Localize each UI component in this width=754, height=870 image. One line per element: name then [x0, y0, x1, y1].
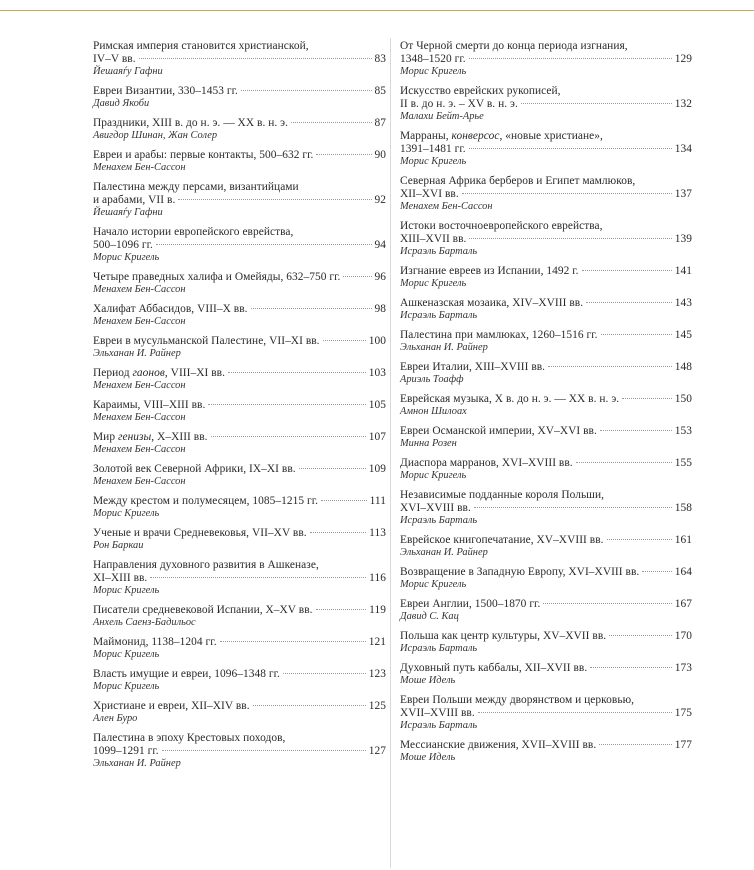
- toc-title-line: [93, 399, 386, 412]
- toc-entry[interactable]: [400, 130, 692, 168]
- toc-entry[interactable]: [400, 457, 692, 482]
- dot-leader: [607, 539, 672, 540]
- toc-author: Морис Кригель: [400, 579, 467, 590]
- toc-author: Моше Идель: [400, 752, 456, 763]
- toc-author: Морис Кригель: [93, 681, 160, 692]
- toc-entry[interactable]: [400, 329, 692, 354]
- toc-entry[interactable]: [93, 668, 386, 693]
- toc-title-line: [400, 662, 692, 675]
- toc-author: Давид С. Кац: [400, 611, 459, 622]
- toc-title-text: Евреи и арабы: первые контакты, 500–632 гг.: [93, 149, 314, 161]
- toc-title-text: Евреи Польши между дворянством и церковью,: [400, 694, 635, 706]
- page-number: 175: [674, 707, 692, 719]
- dot-leader: [469, 238, 671, 239]
- toc-author: Менахем Бен-Сассон: [400, 201, 493, 212]
- toc-author: Морис Кригель: [93, 252, 160, 263]
- top-rule: [0, 0, 754, 11]
- page-number: 87: [374, 117, 386, 129]
- toc-title-text: Искусство еврейских рукописей,: [400, 85, 561, 97]
- page-number: 83: [374, 53, 386, 65]
- toc-entry[interactable]: [93, 463, 386, 488]
- toc-entry[interactable]: [400, 220, 692, 258]
- toc-title-line: [93, 559, 386, 572]
- toc-title-line: [93, 732, 386, 745]
- page-number: 164: [674, 566, 692, 578]
- page-number: 139: [674, 233, 692, 245]
- page-number: 119: [369, 604, 386, 616]
- toc-author: Морис Кригель: [400, 470, 467, 481]
- toc-title-text: IV–V вв.: [93, 53, 136, 65]
- toc-title-text: Духовный путь каббалы, XII–XVII вв.: [400, 662, 588, 674]
- toc-title-line: [400, 630, 692, 643]
- toc-entry[interactable]: [400, 425, 692, 450]
- toc-column-left: [93, 40, 386, 777]
- toc-title-line: [93, 463, 386, 476]
- toc-title-line: [93, 495, 386, 508]
- toc-title-text: Независимые подданные короля Польши,: [400, 489, 605, 501]
- page-number: 150: [674, 393, 692, 405]
- toc-title-text: XVI–XVIII вв.: [400, 502, 471, 514]
- toc-title-line: [400, 534, 692, 547]
- toc-entry[interactable]: [400, 694, 692, 732]
- toc-title-line: [93, 668, 386, 681]
- toc-entry[interactable]: [93, 431, 386, 456]
- toc-entry[interactable]: [400, 662, 692, 687]
- toc-title-text: 1099–1291 гг.: [93, 745, 159, 757]
- toc-author: Морис Кригель: [400, 156, 467, 167]
- toc-title-text: Халифат Аббасидов, VIII–X вв.: [93, 303, 248, 315]
- toc-title-line: [93, 149, 386, 162]
- dot-leader: [576, 462, 672, 463]
- page-number: 167: [674, 598, 692, 610]
- toc-title-line: [400, 361, 692, 374]
- toc-entry[interactable]: [93, 367, 386, 392]
- toc-title-text: Палестина при мамлюках, 1260–1516 гг.: [400, 329, 598, 341]
- toc-author: Менахем Бен-Сассон: [93, 380, 186, 391]
- toc-author: Минна Розен: [400, 438, 457, 449]
- page-number: 170: [674, 630, 692, 642]
- toc-title-line: [400, 329, 692, 342]
- dot-leader: [299, 468, 366, 469]
- toc-author: Менахем Бен-Сассон: [93, 316, 186, 327]
- toc-title-text: Мир генизы, X–XIII вв.: [93, 431, 208, 443]
- toc-title-text: Изгнание евреев из Испании, 1492 г.: [400, 265, 579, 277]
- toc-author: Исраэль Барталь: [400, 246, 478, 257]
- page-number: 100: [368, 335, 386, 347]
- toc-title-text: Римская империя становится христианской,: [93, 40, 309, 52]
- dot-leader: [208, 404, 365, 405]
- dot-leader: [642, 571, 671, 572]
- toc-title-text: Период гаонов, VIII–XI вв.: [93, 367, 225, 379]
- toc-title-text: Палестина в эпоху Крестовых походов,: [93, 732, 286, 744]
- dot-leader: [241, 90, 372, 91]
- toc-title-line: [400, 707, 692, 720]
- toc-entry[interactable]: [93, 149, 386, 174]
- dot-leader: [211, 436, 366, 437]
- dot-leader: [586, 302, 672, 303]
- dot-leader: [220, 641, 366, 642]
- dot-leader: [609, 635, 672, 636]
- toc-title-line: [400, 85, 692, 98]
- dot-leader: [590, 667, 672, 668]
- italic-term: конверсос: [451, 130, 500, 142]
- dot-leader: [316, 609, 367, 610]
- toc-entry[interactable]: [93, 559, 386, 597]
- toc-entry[interactable]: [400, 297, 692, 322]
- toc-title-line: [400, 40, 692, 53]
- page-number: 85: [374, 85, 386, 97]
- toc-title-line: [93, 226, 386, 239]
- page-number: 173: [674, 662, 692, 674]
- dot-leader: [283, 673, 366, 674]
- toc-title-line: [400, 53, 692, 66]
- toc-title-line: [400, 265, 692, 278]
- toc-author: Морис Кригель: [400, 278, 467, 289]
- toc-title-text: Еврейская музыка, X в. до н. э. — XX в. н. э.: [400, 393, 620, 405]
- toc-entry[interactable]: [93, 271, 386, 296]
- page-number: 109: [368, 463, 386, 475]
- dot-leader: [321, 500, 367, 501]
- toc-entry[interactable]: [93, 226, 386, 264]
- toc-title-text: Евреи Византии, 330–1453 гг.: [93, 85, 238, 97]
- toc-title-text: Мессианские движения, XVII–XVIII вв.: [400, 739, 597, 751]
- toc-title-text: XII–XVI вв.: [400, 188, 459, 200]
- toc-title-line: [400, 425, 692, 438]
- toc-title-line: [400, 489, 692, 502]
- page-number: 127: [368, 745, 386, 757]
- toc-title-text: Начало истории европейского еврейства,: [93, 226, 294, 238]
- toc-author: Менахем Бен-Сассон: [93, 412, 186, 423]
- toc-title-text: Евреи Италии, XIII–XVIII вв.: [400, 361, 546, 373]
- toc-title-text: Христиане и евреи, XII–XIV вв.: [93, 700, 250, 712]
- toc-author: Малахи Бейт-Арье: [400, 111, 484, 122]
- page-number: 177: [674, 739, 692, 751]
- toc-title-line: [400, 457, 692, 470]
- toc-title-text: Северная Африка берберов и Египет мамлюков,: [400, 175, 636, 187]
- toc-entry[interactable]: [93, 117, 386, 142]
- dot-leader: [343, 276, 371, 277]
- toc-title-line: [400, 188, 692, 201]
- toc-author: Анхель Саенз-Бадильос: [93, 617, 196, 628]
- page-number: 105: [368, 399, 386, 411]
- toc-title-text: Возвращение в Западную Европу, XVI–XVIII вв.: [400, 566, 640, 578]
- toc-title-text: Еврейское книгопечатание, XV–XVIII вв.: [400, 534, 604, 546]
- toc-title-text: Палестина между персами, византийцами: [93, 181, 299, 193]
- toc-title-line: [93, 53, 386, 66]
- toc-author: Эльханан И. Райнер: [93, 758, 181, 769]
- toc-title-line: [400, 297, 692, 310]
- page-number: 121: [368, 636, 386, 648]
- toc-title-text: II в. до н. э. – XV в. н. э.: [400, 98, 518, 110]
- toc-title-line: [400, 98, 692, 111]
- toc-entry[interactable]: [93, 636, 386, 661]
- page-number: 129: [674, 53, 692, 65]
- toc-author: Менахем Бен-Сассон: [93, 444, 186, 455]
- toc-author: Эльханан И. Райнер: [93, 348, 181, 359]
- toc-author: Моше Идель: [400, 675, 456, 686]
- dot-leader: [178, 199, 371, 200]
- toc-entry[interactable]: [93, 40, 386, 78]
- toc-column-right: [400, 40, 692, 771]
- page-number: 158: [674, 502, 692, 514]
- toc-title-text: Маймонид, 1138–1204 гг.: [93, 636, 217, 648]
- dot-leader: [601, 334, 672, 335]
- toc-entry[interactable]: [400, 566, 692, 591]
- toc-author: Давид Якоби: [93, 98, 150, 109]
- toc-title-line: [93, 85, 386, 98]
- toc-title-line: [93, 636, 386, 649]
- page-number: 90: [374, 149, 386, 161]
- page-number: 125: [368, 700, 386, 712]
- dot-leader: [156, 244, 372, 245]
- toc-title-line: [400, 233, 692, 246]
- page-number: 153: [674, 425, 692, 437]
- dot-leader: [462, 193, 672, 194]
- page-number: 132: [674, 98, 692, 110]
- toc-entry[interactable]: [400, 598, 692, 623]
- toc-title-text: Между крестом и полумесяцем, 1085–1215 гг.: [93, 495, 319, 507]
- toc-entry[interactable]: [400, 175, 692, 213]
- page-number: 92: [374, 194, 386, 206]
- toc-title-text: Власть имущие и евреи, 1096–1348 гг.: [93, 668, 280, 680]
- toc-author: Ариэль Тоафф: [400, 374, 464, 385]
- toc-title-line: [93, 335, 386, 348]
- toc-title-line: [400, 130, 692, 143]
- toc-title-line: [93, 367, 386, 380]
- toc-title-line: [400, 220, 692, 233]
- toc-title-line: [400, 143, 692, 156]
- toc-title-text: От Черной смерти до конца периода изгнания,: [400, 40, 628, 52]
- toc-author: Ален Буро: [93, 713, 138, 724]
- toc-title-line: [93, 239, 386, 252]
- toc-author: Исраэль Барталь: [400, 310, 478, 321]
- dot-leader: [469, 58, 672, 59]
- dot-leader: [582, 270, 672, 271]
- dot-leader: [139, 58, 372, 59]
- dot-leader: [478, 712, 672, 713]
- toc-title-line: [93, 572, 386, 585]
- dot-leader: [323, 340, 366, 341]
- toc-title-text: XI–XIII вв.: [93, 572, 148, 584]
- dot-leader: [469, 148, 672, 149]
- toc-author: Амнон Шилоах: [400, 406, 467, 417]
- toc-author: Авигдор Шинан, Жан Солер: [93, 130, 218, 141]
- dot-leader: [251, 308, 372, 309]
- toc-title-text: Евреи Англии, 1500–1870 гг.: [400, 598, 541, 610]
- page-number: 161: [674, 534, 692, 546]
- page-number: 96: [374, 271, 386, 283]
- toc-title-line: [400, 566, 692, 579]
- page-number: 148: [674, 361, 692, 373]
- toc-title-text: и арабами, VII в.: [93, 194, 176, 206]
- dot-leader: [291, 122, 371, 123]
- page-number: 123: [368, 668, 386, 680]
- page-number: 103: [368, 367, 386, 379]
- page-number: 137: [674, 188, 692, 200]
- toc-entry[interactable]: [400, 265, 692, 290]
- toc-title-line: [400, 739, 692, 752]
- dot-leader: [521, 103, 672, 104]
- toc-title-text: 500–1096 гг.: [93, 239, 153, 251]
- toc-title-line: [400, 393, 692, 406]
- toc-entry[interactable]: [93, 732, 386, 770]
- toc-title-line: [93, 181, 386, 194]
- toc-entry[interactable]: [93, 181, 386, 219]
- toc-title-line: [93, 303, 386, 316]
- page-number: 94: [374, 239, 386, 251]
- toc-entry[interactable]: [400, 489, 692, 527]
- dot-leader: [162, 750, 366, 751]
- toc-title-text: Польша как центр культуры, XV–XVII вв.: [400, 630, 607, 642]
- page-number: 134: [674, 143, 692, 155]
- toc-author: Исраэль Барталь: [400, 643, 478, 654]
- toc-title-line: [400, 175, 692, 188]
- dot-leader: [622, 398, 672, 399]
- toc-author: Менахем Бен-Сассон: [93, 476, 186, 487]
- dot-leader: [543, 603, 671, 604]
- page-number: 98: [374, 303, 386, 315]
- toc-title-text: 1391–1481 гг.: [400, 143, 466, 155]
- page-number: 141: [674, 265, 692, 277]
- toc-title-line: [93, 40, 386, 53]
- toc-title-text: Писатели средневековой Испании, X–XV вв.: [93, 604, 313, 616]
- page-number: 116: [369, 572, 386, 584]
- dot-leader: [474, 507, 672, 508]
- toc-author: Морис Кригель: [93, 508, 160, 519]
- dot-leader: [228, 372, 366, 373]
- page-number: 143: [674, 297, 692, 309]
- toc-author: Рон Баркаи: [93, 540, 144, 551]
- toc-author: Морис Кригель: [93, 649, 160, 660]
- page-number: 111: [369, 495, 386, 507]
- page-number: 113: [369, 527, 386, 539]
- page-number: 145: [674, 329, 692, 341]
- toc-entry[interactable]: [400, 739, 692, 764]
- toc-title-line: [93, 745, 386, 758]
- dot-leader: [310, 532, 367, 533]
- dot-leader: [150, 577, 366, 578]
- toc-title-line: [93, 700, 386, 713]
- toc-title-text: Евреи в мусульманской Палестине, VII–XI вв.: [93, 335, 320, 347]
- toc-author: Йешаяѓу Гафни: [93, 66, 163, 77]
- toc-entry[interactable]: [400, 534, 692, 559]
- toc-author: Эльханан И. Райнер: [400, 547, 488, 558]
- toc-title-line: [93, 527, 386, 540]
- toc-title-text: XIII–XVII вв.: [400, 233, 467, 245]
- toc-title-text: Направления духовного развития в Ашкеназе,: [93, 559, 319, 571]
- toc-entry[interactable]: [93, 495, 386, 520]
- dot-leader: [316, 154, 371, 155]
- italic-term: гаонов: [132, 367, 165, 379]
- toc-entry[interactable]: [93, 85, 386, 110]
- toc-title-text: XVII–XVIII вв.: [400, 707, 475, 719]
- toc-entry[interactable]: [93, 335, 386, 360]
- toc-title-line: [93, 117, 386, 130]
- dot-leader: [253, 705, 366, 706]
- dot-leader: [599, 744, 671, 745]
- page-number: 155: [674, 457, 692, 469]
- toc-entry[interactable]: [400, 85, 692, 123]
- dot-leader: [548, 366, 672, 367]
- toc-title-text: Евреи Османской империи, XV–XVI вв.: [400, 425, 597, 437]
- toc-entry[interactable]: [93, 700, 386, 725]
- toc-author: Эльханан И. Райнер: [400, 342, 488, 353]
- toc-title-line: [93, 604, 386, 617]
- toc-author: Менахем Бен-Сассон: [93, 284, 186, 295]
- toc-title-text: Четыре праведных халифа и Омейяды, 632–750 гг.: [93, 271, 341, 283]
- toc-author: Исраэль Барталь: [400, 720, 478, 731]
- italic-term: генизы: [117, 431, 152, 443]
- toc-title-line: [400, 502, 692, 515]
- toc-title-text: Истоки восточноевропейского еврейства,: [400, 220, 603, 232]
- toc-title-text: Диаспора марранов, XVI–XVIII вв.: [400, 457, 573, 469]
- toc-title-text: Ашкеназская мозаика, XIV–XVIII вв.: [400, 297, 584, 309]
- column-divider: [390, 38, 391, 868]
- toc-title-line: [93, 271, 386, 284]
- toc-author: Морис Кригель: [400, 66, 467, 77]
- toc-title-line: [400, 694, 692, 707]
- toc-author: Менахем Бен-Сассон: [93, 162, 186, 173]
- toc-author: Исраэль Барталь: [400, 515, 478, 526]
- toc-author: Морис Кригель: [93, 585, 160, 596]
- toc-entry[interactable]: [400, 630, 692, 655]
- page-number: 107: [368, 431, 386, 443]
- toc-entry[interactable]: [93, 604, 386, 629]
- toc-title-text: Праздники, XIII в. до н. э. — XX в. н. э.: [93, 117, 289, 129]
- toc-title-line: [400, 598, 692, 611]
- toc-entry[interactable]: [400, 393, 692, 418]
- dot-leader: [600, 430, 672, 431]
- toc-entry[interactable]: [400, 361, 692, 386]
- toc-title-text: Ученые и врачи Средневековья, VII–XV вв.: [93, 527, 307, 539]
- toc-title-line: [93, 431, 386, 444]
- toc-title-text: Караимы, VIII–XIII вв.: [93, 399, 206, 411]
- toc-title-text: Золотой век Северной Африки, IX–XI вв.: [93, 463, 296, 475]
- toc-entry[interactable]: [93, 527, 386, 552]
- toc-author: Йешаяѓу Гафни: [93, 207, 163, 218]
- toc-title-text: Марраны, конверсос, «новые христиане»,: [400, 130, 603, 142]
- toc-title-text: 1348–1520 гг.: [400, 53, 466, 65]
- toc-entry[interactable]: [400, 40, 692, 78]
- toc-entry[interactable]: [93, 303, 386, 328]
- toc-title-line: [93, 194, 386, 207]
- toc-entry[interactable]: [93, 399, 386, 424]
